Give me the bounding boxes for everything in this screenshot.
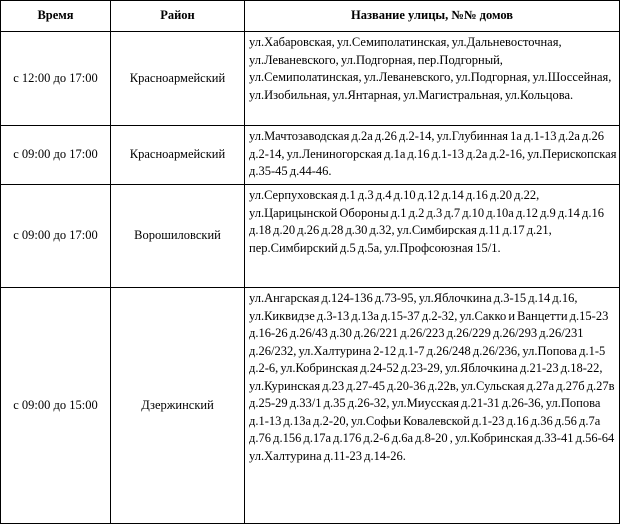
time-cell: с 12:00 до 17:00 [1,32,111,126]
time-cell: с 09:00 до 17:00 [1,126,111,185]
time-cell: с 09:00 до 15:00 [1,288,111,524]
district-cell: Красноармейский [111,126,245,185]
time-cell: с 09:00 до 17:00 [1,185,111,288]
header-row [1,1,620,32]
table-row [1,32,620,126]
district-cell: Дзержинский [111,288,245,524]
header-streets: Название улицы, №№ домов [245,1,620,32]
district-cell: Ворошиловский [111,185,245,288]
streets-cell: ул.Ангарская д.124-136 д.73-95, ул.Яблочкина д.3-15 д.14 д.16, ул.Киквидзе д.3-13 д.13а д.15-37 д.2-32, ул.Сакко и Ванцетти д.15-23 д.16-26 д.26/43 д.30 д.26/221 д.26/223 д.26/229 д.26/293 д.26/231 д.26/232, ул.Халтурина 2-12 д.1-7 д.26/248 д.26/236, ул.Попова д.1-5 д.2-6, ул.Кобринская д.24-52 д.23-29, ул.Яблочкина д.21-23 д.18-22, ул.Куринская д.23 д.27-45 д.20-36 д.22в, ул.Сульская д.27а д.27б д.27в д.25-29 д.33/1 д.35 д.26-32, ул.Миусская д.21-31 д.26-36, ул.Попова д.1-13 д.13а д.2-20, ул.Софьи Ковалевской д.1-23 д.16 д.36 д.56 д.7а д.76 д.156 д.17а д.176 д.2-6 д.6а д.8-20 , ул.Кобринская д.33-41 д.56-64 ул.Халтурина д.11-23 д.14-26. [245,288,620,524]
streets-cell: ул.Серпуховская д.1 д.3 д.4 д.10 д.12 д.14 д.16 д.20 д.22, ул.Царицынской Обороны д.1 д.2 д.3 д.7 д.10 д.10а д.12 д.9 д.14 д.16 д.18 д.20 д.26 д.28 д.30 д.32, ул.Симбирская д.11 д.17 д.21, пер.Симбирский д.5 д.5а, ул.Профсоюзная 15/1. [245,185,620,288]
header-time: Время [1,1,111,32]
district-cell: Красноармейский [111,32,245,126]
streets-cell: ул.Хабаровская, ул.Семиполатинская, ул.Дальневосточная, ул.Леваневского, ул.Подгорная, пер.Подгорный, ул.Семиполатинская, ул.Леваневского, ул.Подгорная, ул.Шоссейная, ул.Изобильная, ул.Янтарная, ул.Магистральная, ул.Кольцова. [245,32,620,126]
header-district: Район [111,1,245,32]
table-row [1,126,620,185]
table-row [1,185,620,288]
streets-cell: ул.Мачтозаводская д.2а д.26 д.2-14, ул.Глубинная 1а д.1-13 д.2а д.26 д.2-14, ул.Лениногорская д.1а д.16 д.1-13 д.2а д.2-16, ул.Перископская д.35-45 д.44-46. [245,126,620,185]
table-row [1,288,620,524]
